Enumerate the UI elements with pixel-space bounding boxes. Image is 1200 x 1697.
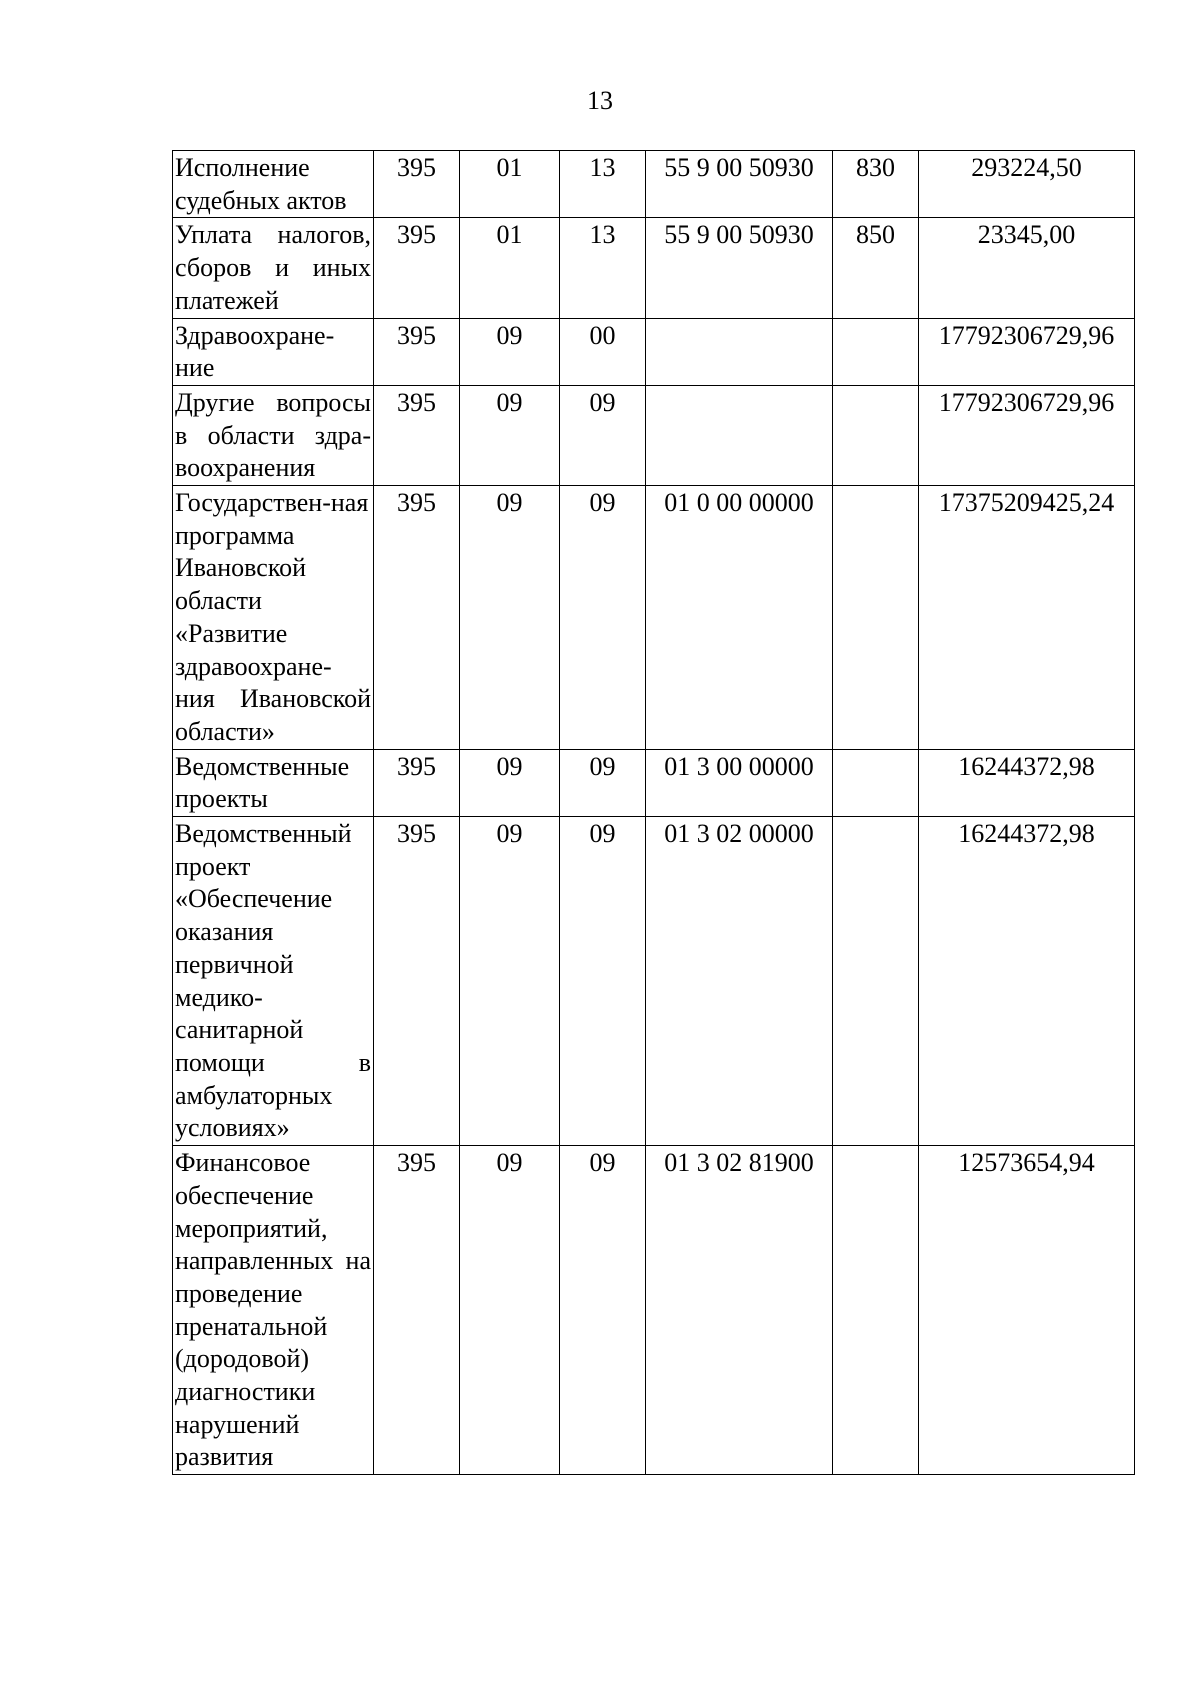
expense-type-cell — [833, 817, 919, 1146]
amount-cell: 12573654,94 — [919, 1146, 1135, 1475]
section-code-cell: 01 — [460, 218, 560, 318]
target-article-cell — [646, 318, 833, 385]
section-code-cell: 09 — [460, 486, 560, 750]
section-code-cell: 09 — [460, 749, 560, 816]
expense-type-cell: 850 — [833, 218, 919, 318]
target-article-cell: 01 3 02 81900 — [646, 1146, 833, 1475]
section-code-cell: 09 — [460, 1146, 560, 1475]
ministry-code-cell: 395 — [374, 218, 460, 318]
subsection-code-cell: 00 — [560, 318, 646, 385]
ministry-code-cell: 395 — [374, 749, 460, 816]
ministry-code-cell: 395 — [374, 1146, 460, 1475]
ministry-code-cell: 395 — [374, 318, 460, 385]
amount-cell: 17792306729,96 — [919, 318, 1135, 385]
subsection-code-cell: 13 — [560, 151, 646, 218]
table-row — [173, 817, 1135, 1146]
table-row — [173, 486, 1135, 750]
amount-cell: 293224,50 — [919, 151, 1135, 218]
amount-cell: 23345,00 — [919, 218, 1135, 318]
amount-cell: 16244372,98 — [919, 749, 1135, 816]
table-row — [173, 318, 1135, 385]
target-article-cell: 01 3 00 00000 — [646, 749, 833, 816]
budget-table — [172, 150, 1135, 1475]
target-article-cell: 01 3 02 00000 — [646, 817, 833, 1146]
subsection-code-cell: 09 — [560, 1146, 646, 1475]
expense-type-cell — [833, 318, 919, 385]
target-article-cell: 55 9 00 50930 — [646, 218, 833, 318]
ministry-code-cell: 395 — [374, 385, 460, 485]
subsection-code-cell: 09 — [560, 749, 646, 816]
expense-name-cell: Государствен-ная программа Ивановской области «Развитие здравоохране-ния Ивановской области» — [173, 486, 374, 750]
table-row — [173, 385, 1135, 485]
subsection-code-cell: 09 — [560, 385, 646, 485]
section-code-cell: 09 — [460, 817, 560, 1146]
expense-type-cell: 830 — [833, 151, 919, 218]
subsection-code-cell: 13 — [560, 218, 646, 318]
expense-name-cell: Другие вопросы в области здра-воохранения — [173, 385, 374, 485]
ministry-code-cell: 395 — [374, 817, 460, 1146]
subsection-code-cell: 09 — [560, 817, 646, 1146]
subsection-code-cell: 09 — [560, 486, 646, 750]
section-code-cell: 09 — [460, 385, 560, 485]
amount-cell: 16244372,98 — [919, 817, 1135, 1146]
expense-type-cell — [833, 749, 919, 816]
amount-cell: 17375209425,24 — [919, 486, 1135, 750]
expense-name-cell: Здравоохране-ние — [173, 318, 374, 385]
table-row — [173, 218, 1135, 318]
section-code-cell: 09 — [460, 318, 560, 385]
section-code-cell: 01 — [460, 151, 560, 218]
table-row — [173, 749, 1135, 816]
amount-cell: 17792306729,96 — [919, 385, 1135, 485]
page-number: 13 — [587, 86, 613, 115]
target-article-cell: 55 9 00 50930 — [646, 151, 833, 218]
target-article-cell — [646, 385, 833, 485]
expense-name-cell: Исполнение судебных актов — [173, 151, 374, 218]
expense-type-cell — [833, 1146, 919, 1475]
ministry-code-cell: 395 — [374, 151, 460, 218]
budget-table-body — [173, 151, 1135, 1475]
table-row — [173, 1146, 1135, 1475]
expense-name-cell: Ведомственные проекты — [173, 749, 374, 816]
expense-type-cell — [833, 385, 919, 485]
expense-name-cell: Уплата налогов, сборов и иных платежей — [173, 218, 374, 318]
expense-type-cell — [833, 486, 919, 750]
ministry-code-cell: 395 — [374, 486, 460, 750]
target-article-cell: 01 0 00 00000 — [646, 486, 833, 750]
expense-name-cell: Финансовое обеспечение мероприятий, направленных на проведение пренатальной (дородовой) диагностики нарушений развития — [173, 1146, 374, 1475]
table-row — [173, 151, 1135, 218]
expense-name-cell: Ведомственный проект «Обеспечение оказания первичной медико-санитарной помощи в амбулаторных условиях» — [173, 817, 374, 1146]
